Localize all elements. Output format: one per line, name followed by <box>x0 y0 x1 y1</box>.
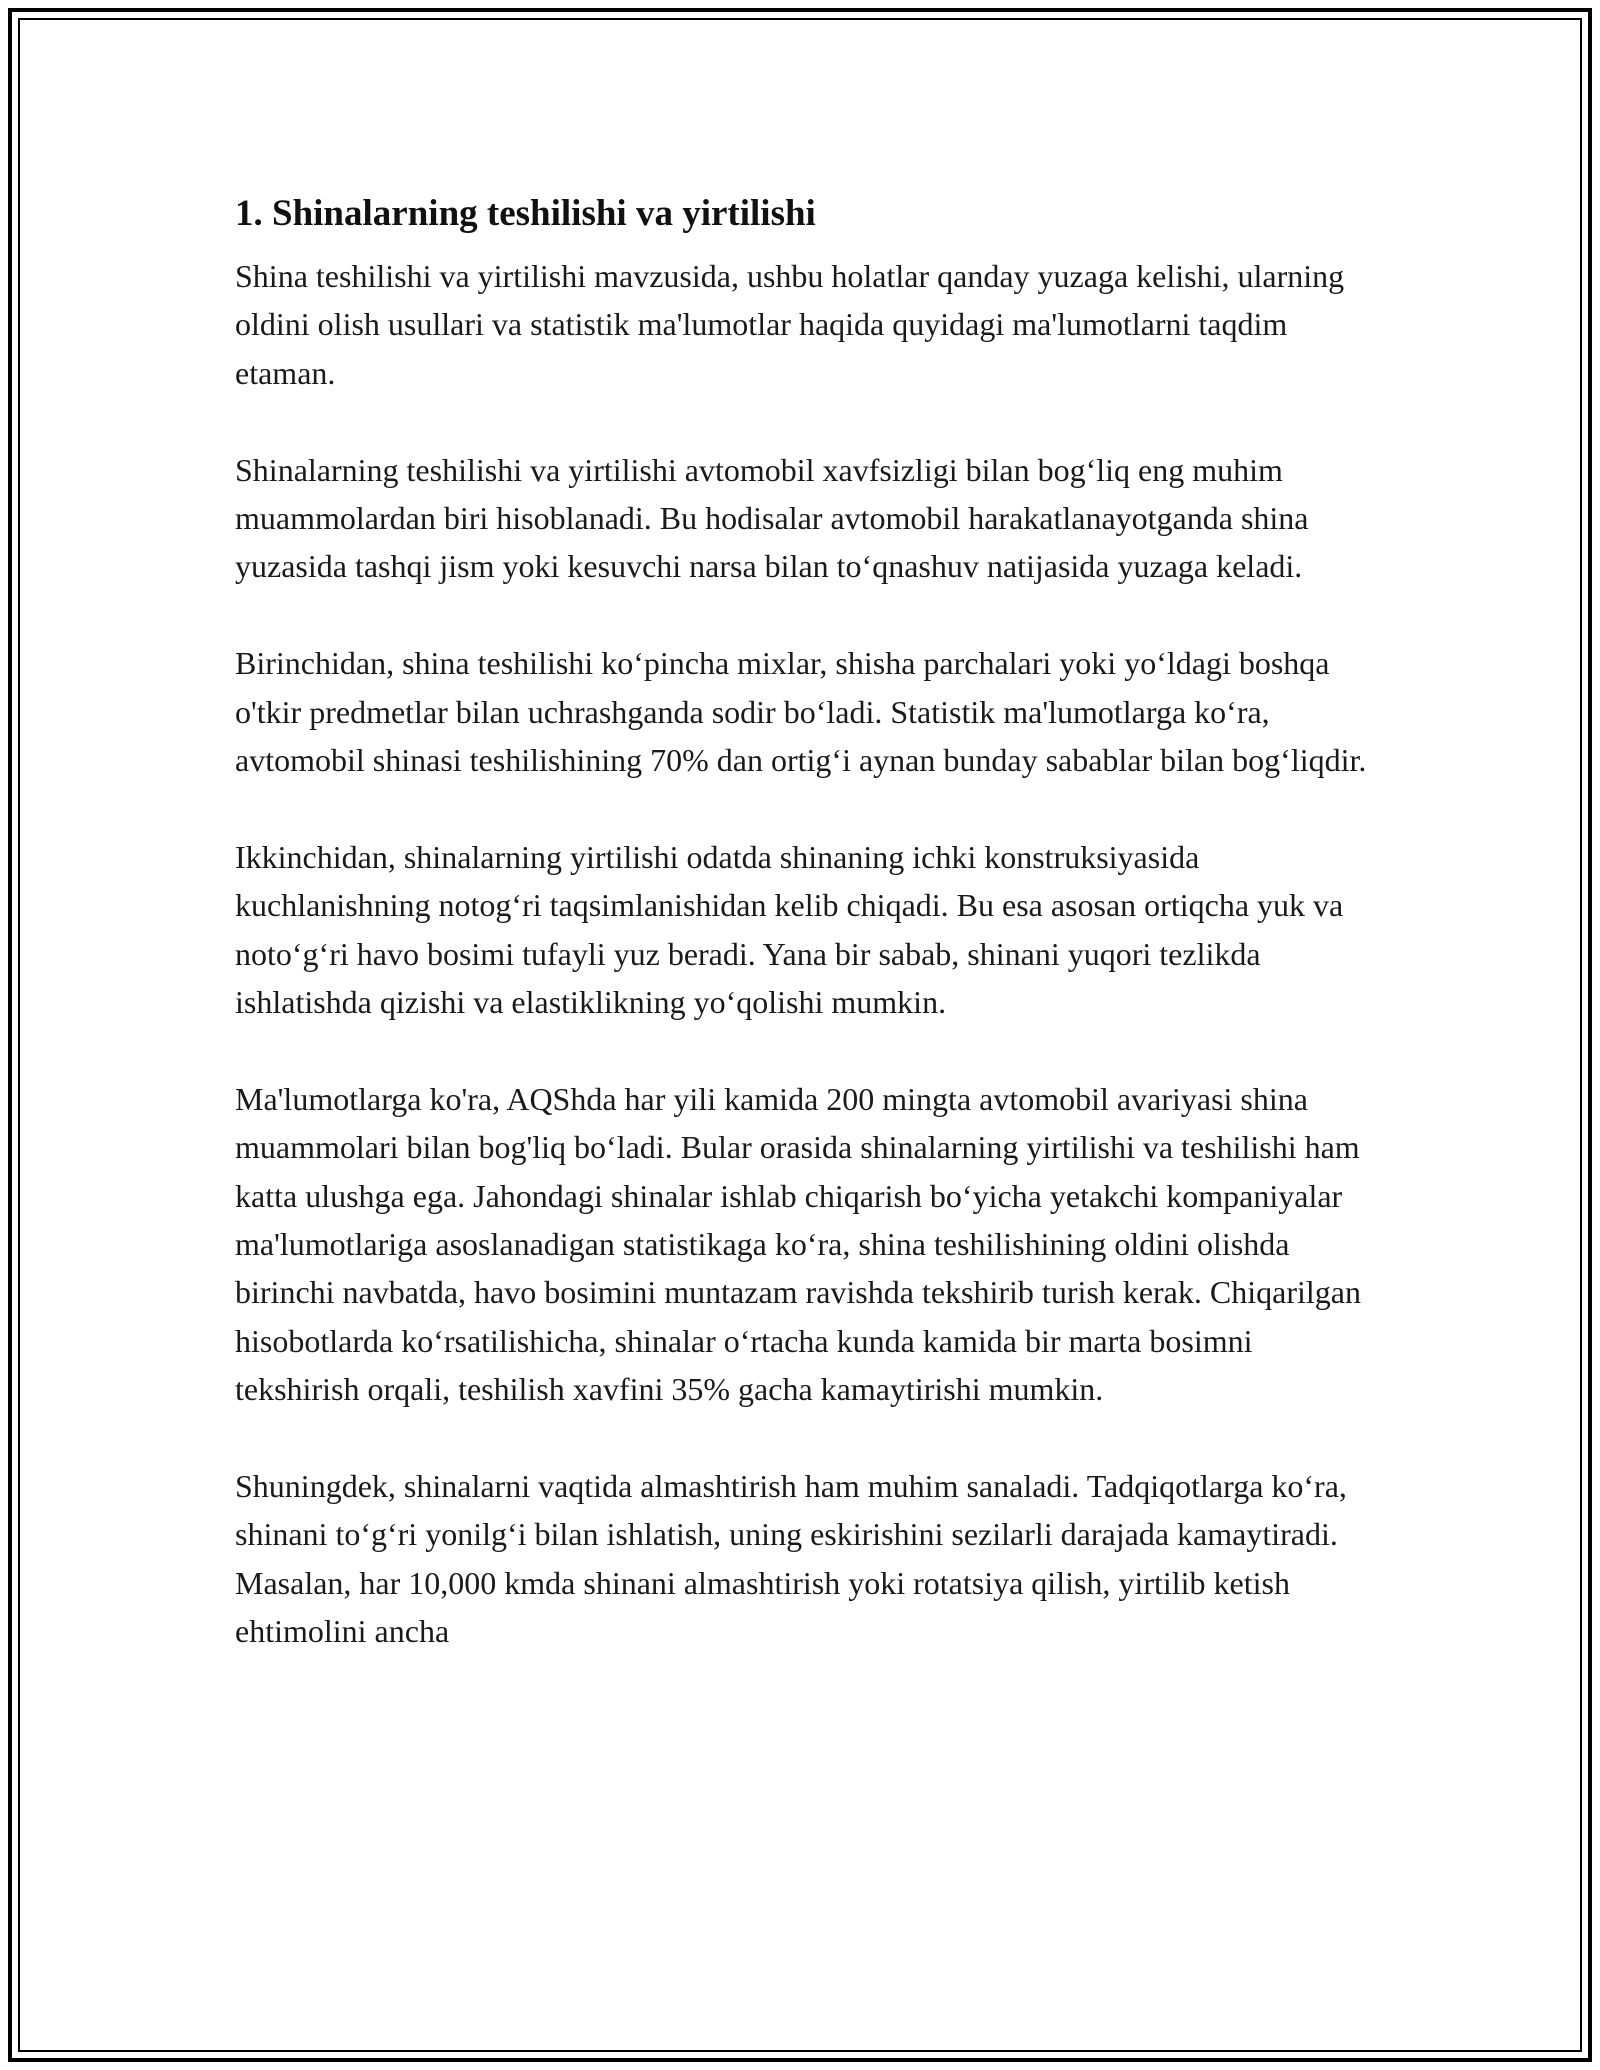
document-body <box>235 186 1375 1656</box>
paragraph-replacement: Shuningdek, shinalarni vaqtida almashtirish ham muhim sanaladi. Tadqiqotlarga ko‘ra, shinani to‘g‘ri yonilg‘i bilan ishlatish, uning eskirishini sezilarli darajada kamaytiradi. Masalan, har 10,000 kmda shinani almashtirish yoki rotatsiya qilish, yirtilib ketish ehtimolini ancha <box>235 1468 1347 1650</box>
section-heading: 1. Shinalarning teshilishi va yirtilishi <box>235 193 816 234</box>
paragraph-statistics: Ma'lumotlarga ko'ra, AQShda har yili kamida 200 mingta avtomobil avariyasi shina muammolari bilan bog'liq bo‘ladi. Bular orasida shinalarning yirtilishi va teshilishi ham katta ulushga ega. Jahondagi shinalar ishlab chiqarish bo‘yicha yetakchi kompaniyalar ma'lumotlariga asoslanadigan statistikaga ko‘ra, shina teshilishining oldini olishda birinchi navbatda, havo bosimini muntazam ravishda tekshirib turish kerak. Chiqarilgan hisobotlarda ko‘rsatilishicha, shinalar o‘rtacha kunda kamida bir marta bosimni tekshirish orqali, teshilish xavfini 35% gacha kamaytirishi mumkin. <box>235 1080 1361 1408</box>
paragraph-intro: Shina teshilishi va yirtilishi mavzusida, ushbu holatlar qanday yuzaga kelishi, ularning oldini olish usullari va statistik ma'lumotlar haqida quyidagi ma'lumotlarni taqdim etaman. <box>235 258 1345 391</box>
paragraph-overview: Shinalarning teshilishi va yirtilishi avtomobil xavfsizligi bilan bog‘liq eng muhim muammolardan biri hisoblanadi. Bu hodisalar avtomobil harakatlanayotganda shina yuzasida tashqi jism yoki kesuvchi narsa bilan to‘qnashuv natijasida yuzaga keladi. <box>235 451 1309 585</box>
paragraph-tears: Ikkinchidan, shinalarning yirtilishi odatda shinaning ichki konstruksiyasida kuchlanishning notog‘ri taqsimlanishidan kelib chiqadi. Bu esa asosan ortiqcha yuk va noto‘g‘ri havo bosimi tufayli yuz beradi. Yana bir sabab, shinani yuqori tezlikda ishlatishda qizishi va elastiklikning yo‘qolishi mumkin. <box>235 838 1344 1021</box>
paragraph-punctures: Birinchidan, shina teshilishi ko‘pincha mixlar, shisha parchalari yoki yo‘ldagi boshqa o'tkir predmetlar bilan uchrashganda sodir bo‘ladi. Statistik ma'lumotlarga ko‘ra, avtomobil shinasi teshilishining 70% dan ortig‘i aynan bunday sabablar bilan bog‘liqdir. <box>235 645 1367 779</box>
